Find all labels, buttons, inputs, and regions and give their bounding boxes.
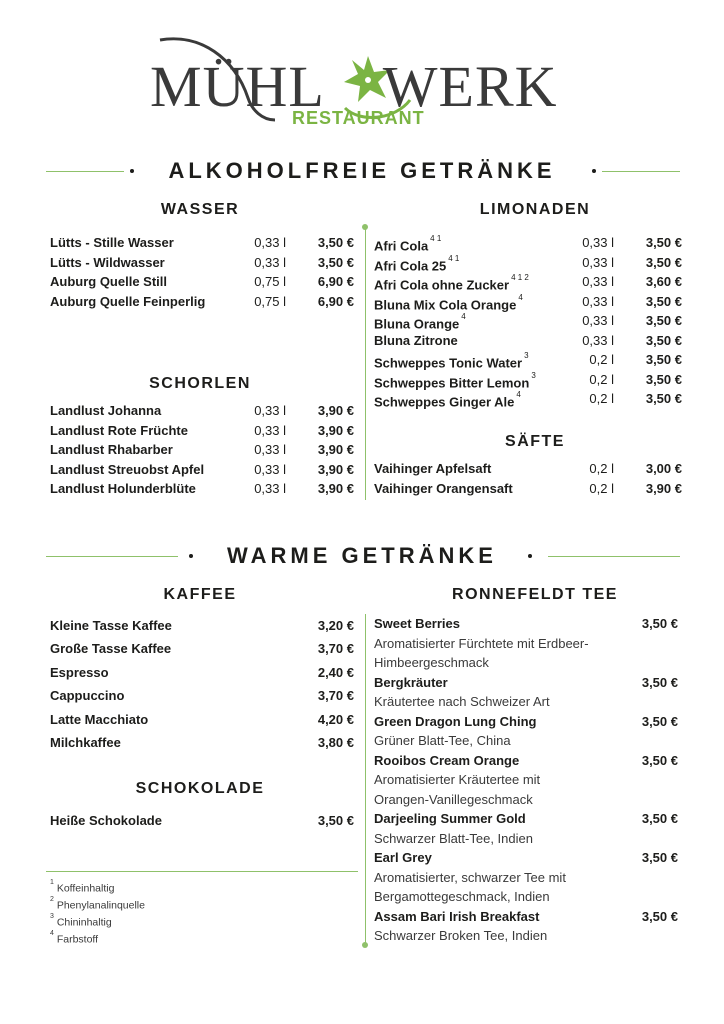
item-description: Himbeergeschmack <box>374 655 489 670</box>
footnote <box>50 928 98 949</box>
item-name: Cappuccino <box>50 688 125 704</box>
footnote-number: 2 <box>50 896 54 903</box>
item-volume: 0,2 l <box>589 480 614 496</box>
footnote-ref: 4 <box>461 312 466 321</box>
item-price: 3,50 € <box>645 352 682 367</box>
footnote-ref: 4 1 <box>430 234 442 243</box>
tea-item-row <box>374 907 678 927</box>
item-price: 3,50 € <box>645 371 682 387</box>
item-name: Darjeeling Summer Gold <box>374 811 526 826</box>
item-price: 3,90 € <box>317 403 354 418</box>
footnote-ref: 3 <box>524 351 529 360</box>
item-volume: 0,2 l <box>589 461 614 476</box>
menu-item-row <box>50 710 354 730</box>
item-price: 3,50 € <box>645 332 682 348</box>
item-name: Bluna Mix Cola Orange $^4$ <box>374 292 523 312</box>
item-volume: 0,2 l <box>589 371 614 387</box>
item-volume: 0,33 l <box>582 254 614 270</box>
item-price: 3,50 € <box>641 752 678 768</box>
item-description: Orangen-Vanillegeschmack <box>374 791 533 807</box>
item-volume: 0,33 l <box>582 332 614 348</box>
footnote-number: 3 <box>50 913 54 920</box>
item-name: Afri Cola ohne Zucker $^{4 1 2}$ <box>374 273 529 293</box>
item-volume: 0,33 l <box>582 274 614 289</box>
item-volume: 0,33 l <box>254 235 286 250</box>
item-price: 3,50 € <box>645 313 682 328</box>
item-volume: 0,75 l <box>254 293 286 309</box>
item-price: 3,70 € <box>317 641 354 657</box>
item-price: 3,90 € <box>317 442 354 457</box>
item-name: Milchkaffee <box>50 735 121 750</box>
item-description: Bergamottegeschmack, Indien <box>374 889 550 904</box>
tea-item-row <box>374 848 678 868</box>
item-price: 3,50 € <box>645 293 682 309</box>
item-name: Landlust Rhabarber <box>50 442 173 457</box>
section-title-warm-drinks: WARME GETRÄNKE <box>227 543 497 568</box>
footnote-text: Phenylanalinquelle <box>53 899 145 912</box>
menu-item-row <box>50 616 354 636</box>
menu-item-row <box>374 459 682 479</box>
menu-item-row <box>50 460 354 480</box>
section-divider-right <box>548 556 680 557</box>
item-volume: 0,2 l <box>589 352 614 367</box>
menu-item-row <box>50 272 354 292</box>
item-price: 2,40 € <box>317 664 354 680</box>
item-volume: 0,33 l <box>582 313 614 328</box>
item-name: Schweppes Bitter Lemon $^3$ <box>374 370 536 390</box>
tea-item-row <box>374 712 678 732</box>
item-price: 3,50 € <box>317 813 354 828</box>
menu-item-row <box>50 440 354 460</box>
logo-title-left: MÜHL <box>150 54 325 119</box>
heading-tee: RONNEFELDT TEE <box>452 586 618 603</box>
item-name: Green Dragon Lung Ching <box>374 713 537 729</box>
tea-item-row <box>374 673 678 693</box>
item-description: Kräutertee nach Schweizer Art <box>374 694 550 709</box>
item-price: 3,00 € <box>645 461 682 476</box>
item-description: Grüner Blatt-Tee, China <box>374 733 511 748</box>
menu-item-row <box>50 733 354 753</box>
item-name: Sweet Berries <box>374 616 460 631</box>
menu-item-row <box>374 253 682 273</box>
item-volume: 0,2 l <box>589 391 614 406</box>
heading-schorlen: SCHORLEN <box>149 375 251 392</box>
section-divider-right <box>602 171 680 172</box>
section-dot <box>528 554 532 558</box>
menu-item-row <box>374 233 682 253</box>
menu-item-row <box>374 292 682 312</box>
item-price: 3,70 € <box>317 688 354 704</box>
menu-item-row <box>50 292 354 312</box>
footnote-ref: 3 <box>531 370 536 380</box>
item-price: 3,50 € <box>645 235 682 250</box>
column-divider-dot <box>362 224 368 230</box>
restaurant-logo <box>0 28 724 133</box>
heading-limonaden: LIMONADEN <box>479 201 591 218</box>
item-price: 6,90 € <box>317 293 354 309</box>
item-price: 3,50 € <box>641 908 678 924</box>
menu-item-row <box>374 272 682 292</box>
item-name: Assam Bari Irish Breakfast <box>374 908 540 924</box>
item-name: Lütts - Stille Wasser <box>50 235 174 250</box>
item-price: 3,50 € <box>317 235 354 250</box>
item-price: 4,20 € <box>317 711 354 727</box>
item-price: 3,60 € <box>645 274 682 289</box>
menu-item-row <box>50 686 354 706</box>
item-description: Schwarzer Broken Tee, Indien <box>374 928 548 943</box>
item-name: Kleine Tasse Kaffee <box>50 618 172 633</box>
menu-item-row <box>50 233 354 253</box>
item-name: Earl Grey <box>374 850 432 865</box>
heading-schokolade: SCHOKOLADE <box>135 780 265 797</box>
menu-item-row <box>50 421 354 441</box>
item-description: Aromatisierter, schwarzer Tee mit <box>374 869 566 885</box>
tea-item-row <box>374 809 678 829</box>
footnote-number: 1 <box>50 879 54 886</box>
item-name: Bergkräuter <box>374 674 448 690</box>
item-name: Vaihinger Orangensaft <box>374 480 513 496</box>
item-price: 3,50 € <box>641 674 678 690</box>
menu-item-row <box>50 479 354 499</box>
footnote-ref: 4 1 <box>448 253 460 263</box>
item-name: Landlust Holunderblüte <box>50 481 196 496</box>
item-name: Schweppes Ginger Ale $^4$ <box>374 390 521 410</box>
heading-saefte: SÄFTE <box>505 433 565 450</box>
item-price: 3,50 € <box>641 616 678 631</box>
item-name: Vaihinger Apfelsaft <box>374 461 492 476</box>
menu-item-row <box>50 811 354 831</box>
column-divider <box>365 228 366 500</box>
item-price: 3,50 € <box>317 254 354 270</box>
footnote-text: Farbstoff <box>53 933 99 946</box>
menu-item-row <box>374 331 682 351</box>
item-volume: 0,33 l <box>582 235 614 250</box>
item-price: 3,80 € <box>317 735 354 750</box>
logo-subtitle: RESTAURANT <box>292 108 425 128</box>
item-name: Bluna Orange $^4$ <box>374 312 466 332</box>
item-name: Bluna Zitrone <box>374 332 458 348</box>
item-price: 3,90 € <box>645 480 682 496</box>
item-volume: 0,75 l <box>254 274 286 289</box>
footnote-ref: 4 <box>516 390 521 399</box>
item-volume: 0,33 l <box>254 254 286 270</box>
item-volume: 0,33 l <box>254 403 286 418</box>
item-volume: 0,33 l <box>254 481 286 496</box>
item-name: Auburg Quelle Feinperlig <box>50 293 206 309</box>
item-description: Aromatisierter Fürchtete mit Erdbeer- <box>374 635 589 651</box>
menu-item-row <box>374 389 682 409</box>
footnote-divider <box>46 871 358 872</box>
item-volume: 0,33 l <box>582 293 614 309</box>
item-volume: 0,33 l <box>254 422 286 438</box>
footnote-text: Chininhaltig <box>53 916 112 929</box>
item-name: Espresso <box>50 664 109 680</box>
item-name: Latte Macchiato <box>50 711 149 727</box>
item-price: 3,20 € <box>317 618 354 633</box>
menu-item-row <box>374 311 682 331</box>
menu-item-row <box>374 479 682 499</box>
section-dot <box>592 169 596 173</box>
heading-wasser: WASSER <box>160 201 240 218</box>
item-name: Rooibos Cream Orange <box>374 752 520 768</box>
menu-item-row <box>374 370 682 390</box>
heading-kaffee: KAFFEE <box>163 586 237 603</box>
logo-title-right: WERK <box>382 54 558 119</box>
menu-item-row <box>374 350 682 370</box>
item-name: Landlust Rote Früchte <box>50 422 188 438</box>
item-name: Auburg Quelle Still <box>50 274 168 289</box>
item-name: Landlust Johanna <box>50 403 162 418</box>
item-name: Heiße Schokolade <box>50 813 162 828</box>
item-price: 3,90 € <box>317 461 354 477</box>
item-name: Landlust Streuobst Apfel <box>50 461 205 477</box>
tea-item-row <box>374 614 678 634</box>
item-name: Schweppes Tonic Water $^3$ <box>374 351 529 371</box>
column-divider-dot <box>362 942 368 948</box>
footnote-number: 4 <box>50 930 54 937</box>
item-description: Aromatisierter Kräutertee mit <box>374 772 541 787</box>
item-price: 3,50 € <box>641 811 678 826</box>
item-price: 6,90 € <box>317 274 354 289</box>
footnote-ref: 4 <box>518 292 523 302</box>
section-title-cold-drinks: ALKOHOLFREIE GETRÄNKE <box>168 158 556 183</box>
item-volume: 0,33 l <box>254 442 286 457</box>
item-price: 3,50 € <box>645 254 682 270</box>
menu-item-row <box>50 639 354 659</box>
footnote-ref: 4 1 2 <box>511 273 529 282</box>
tea-item-row <box>374 751 678 771</box>
menu-item-row <box>50 401 354 421</box>
item-price: 3,90 € <box>317 481 354 496</box>
item-name: Große Tasse Kaffee <box>50 641 172 657</box>
item-price: 3,50 € <box>641 713 678 729</box>
menu-item-row <box>50 253 354 273</box>
column-divider <box>365 614 366 944</box>
item-name: Afri Cola $^{4 1}$ <box>374 234 442 254</box>
item-price: 3,90 € <box>317 422 354 438</box>
item-price: 3,50 € <box>641 850 678 865</box>
item-price: 3,50 € <box>645 391 682 406</box>
menu-item-row <box>50 663 354 683</box>
item-volume: 0,33 l <box>254 461 286 477</box>
item-name: Afri Cola 25 $^{4 1}$ <box>374 253 460 273</box>
item-name: Lütts - Wildwasser <box>50 254 165 270</box>
footnote-text: Koffeinhaltig <box>53 882 115 895</box>
item-description: Schwarzer Blatt-Tee, Indien <box>374 830 533 846</box>
